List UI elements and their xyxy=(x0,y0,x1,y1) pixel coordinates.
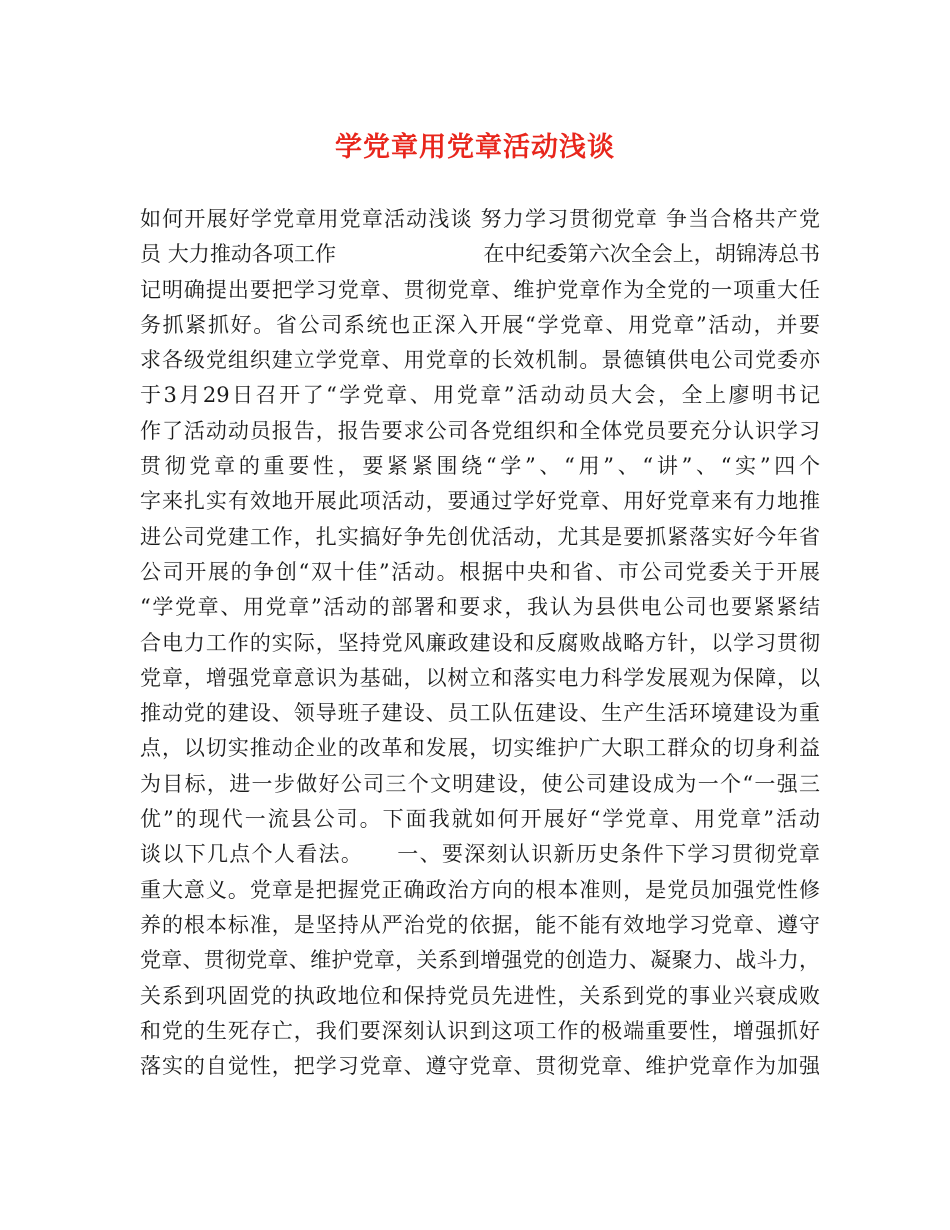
body-line: 记明确提出要把学习党章、贯彻党章、维护党章作为全党的一项重大任 xyxy=(140,277,820,302)
body-line: 于3月29日召开了“学党章、用党章”活动动员大会，全上廖明书记 xyxy=(140,383,820,408)
document-body xyxy=(140,202,820,1084)
body-line: 合电力工作的实际，坚持党风廉政建设和反腐败战略方针，以学习贯彻 xyxy=(140,630,820,655)
body-line: 和党的生死存亡，我们要深刻认识到这项工作的极端重要性，增强抓好 xyxy=(140,1018,820,1043)
body-line: 党章，增强党章意识为基础，以树立和落实电力科学发展观为保障，以 xyxy=(140,665,820,690)
document-title: 学党章用党章活动浅谈 xyxy=(335,132,615,163)
body-line: 谈以下几点个人看法。 一、要深刻认识新历史条件下学习贯彻党章 xyxy=(140,842,820,867)
body-line: 员 大力推动各项工作 在中纪委第六次全会上，胡锦涛总书 xyxy=(140,242,820,267)
body-line: 党章、贯彻党章、维护党章，关系到增强党的创造力、凝聚力、战斗力， xyxy=(140,948,820,973)
body-line: 进公司党建工作，扎实搞好争先创优活动，尤其是要抓紧落实好今年省 xyxy=(140,524,820,549)
body-line: 公司开展的争创“双十佳”活动。根据中央和省、市公司党委关于开展 xyxy=(140,559,820,584)
body-line: 点，以切实推动企业的改革和发展，切实维护广大职工群众的切身利益 xyxy=(140,736,820,761)
body-line: 务抓紧抓好。省公司系统也正深入开展“学党章、用党章”活动，并要 xyxy=(140,312,820,337)
body-line: 关系到巩固党的执政地位和保持党员先进性，关系到党的事业兴衰成败 xyxy=(140,983,820,1008)
body-line: 重大意义。党章是把握党正确政治方向的根本准则，是党员加强党性修 xyxy=(140,877,820,902)
body-line: “学党章、用党章”活动的部署和要求，我认为县供电公司也要紧紧结 xyxy=(140,595,820,620)
body-line: 养的根本标准，是坚持从严治党的依据，能不能有效地学习党章、遵守 xyxy=(140,912,820,937)
body-line: 落实的自觉性，把学习党章、遵守党章、贯彻党章、维护党章作为加强 xyxy=(140,1054,820,1079)
body-line: 作了活动动员报告，报告要求公司各党组织和全体党员要充分认识学习 xyxy=(140,418,820,443)
body-line: 字来扎实有效地开展此项活动，要通过学好党章、用好党章来有力地推 xyxy=(140,489,820,514)
body-line: 求各级党组织建立学党章、用党章的长效机制。景德镇供电公司党委亦 xyxy=(140,348,820,373)
body-line: 推动党的建设、领导班子建设、员工队伍建设、生产生活环境建设为重 xyxy=(140,701,820,726)
body-line: 为目标，进一步做好公司三个文明建设，使公司建设成为一个“一强三 xyxy=(140,771,820,796)
body-line: 贯彻党章的重要性，要紧紧围绕“学”、“用”、“讲”、“实”四个 xyxy=(140,454,820,479)
body-line: 如何开展好学党章用党章活动浅谈 努力学习贯彻党章 争当合格共产党 xyxy=(140,207,820,231)
body-line: 优”的现代一流县公司。下面我就如何开展好“学党章、用党章”活动 xyxy=(140,807,820,832)
